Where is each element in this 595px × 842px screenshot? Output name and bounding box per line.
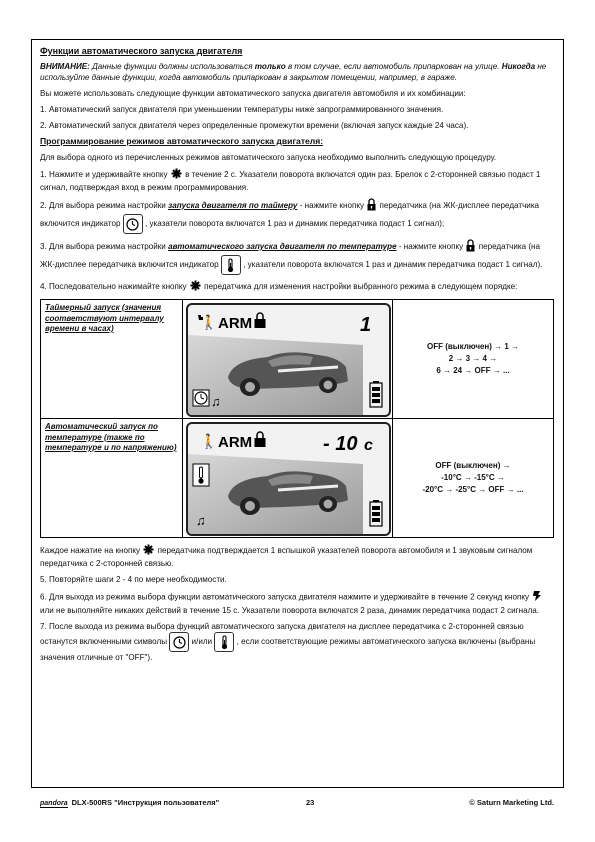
after-table-paragraph: Каждое нажатие на кнопку передатчика подтверждается 1 вспышкой указателей поворота автомобиля и 1 звуковым сигналом передатчика с 2-сторонней связью. xyxy=(40,544,554,569)
lcd-clock-icon xyxy=(193,390,209,406)
thermometer-indicator-icon xyxy=(221,255,241,275)
function-item-2: 2. Автоматический запуск двигателя через определенные промежутки времени (включая запуск каждые 24 часа). xyxy=(40,121,469,130)
lock-button-icon xyxy=(466,239,475,255)
mode-sequence-timer: OFF (выключен) → 1 → 2 → 3 → 4 → 6 → 24 → OFF → ... xyxy=(393,300,554,419)
mode-sequence-temperature: OFF (выключен) → -10°C → -15°C → -20°C → -25°C → OFF → ... xyxy=(393,419,554,538)
thermometer-indicator-icon xyxy=(214,632,234,652)
lcd-screen-temperature xyxy=(183,419,393,538)
lcd-arm-text: ARM xyxy=(218,315,253,332)
music-note-icon: ♫ xyxy=(211,394,221,409)
page-number: 23 xyxy=(306,798,315,807)
asterisk-button-icon xyxy=(143,544,154,558)
table-row xyxy=(41,419,554,538)
key-button-icon xyxy=(532,590,542,605)
step-1: 1. Нажмите и удерживайте кнопку в течение 2 с. Указатели поворота включатся один раз. Брелок с 2-сторонней связью подаст 1 сигнал, подтверждая вход в режим программирования. xyxy=(40,168,554,193)
step-4: 4. Последовательно нажимайте кнопку передатчика для изменения настройки выбранного режима в следующем порядке: xyxy=(40,280,554,294)
warning-label: ВНИМАНИЕ: xyxy=(40,62,90,71)
function-item-1: 1. Автоматический запуск двигателя при уменьшении температуры ниже запрограммированного значения. xyxy=(40,105,444,114)
section-subtitle: Программирование режимов автоматического запуска двигателя: xyxy=(40,136,324,146)
brand-logo: pandora xyxy=(40,800,68,807)
lcd-lock-icon xyxy=(255,432,266,447)
lcd-screen-timer xyxy=(183,300,393,419)
step-6: 6. Для выхода из режима выбора функции автоматического запуска двигателя нажмите и удерживайте в течение 2 секунд кнопку или не выполняйте никаких действий в течение 15 с. Указатели поворота включатся 2 раза, динамик передатчика подаст 2 сигнала. xyxy=(40,590,554,616)
lcd-arm-text: ARM xyxy=(218,434,253,451)
step-5: 5. Повторяйте шаги 2 - 4 по мере необходимости. xyxy=(40,575,227,584)
lcd-celsius-text: c xyxy=(364,437,373,454)
music-note-icon: ♫ xyxy=(196,513,206,528)
step-3: 3. Для выбора режима настройки автоматического запуска двигателя по температуре - нажмите кнопку передатчика (на ЖК-дисплее передатчика включится индикатор , указатели поворота включатся 1 раз и динамик передатчика подаст 1 сигнал). xyxy=(40,239,554,275)
footer-copyright: © Saturn Marketing Ltd. xyxy=(469,798,554,807)
person-icon: 🚶 xyxy=(200,314,218,330)
lcd-digit: - 10 xyxy=(323,433,358,455)
clock-indicator-icon xyxy=(123,214,143,234)
lcd-digit: 1 xyxy=(360,314,372,336)
procedure-intro: Для выбора одного из перечисленных режимов автоматического запуска необходимо выполнить следующую процедуру. xyxy=(40,153,497,162)
warning-paragraph: ВНИМАНИЕ: Данные функции должны использоваться только в том случае, если автомобиль припаркован на улице. Никогда не используйте данные функции, когда автомобиль припаркован в закрытом помещении, например, в гараже. xyxy=(40,62,547,82)
mode-label-temperature: Автоматический запуск по температуре (также по температуре и по напряжению) xyxy=(41,419,183,538)
mode-label-timer: Таймерный запуск (значения соответствуют интервалу времени в часах) xyxy=(41,300,183,419)
intro-paragraph: Вы можете использовать следующие функции автоматического запуска двигателя автомобиля и их комбинации: xyxy=(40,89,466,98)
footer-model: DLX-500RS "Инструкция пользователя" xyxy=(71,798,220,807)
modes-table xyxy=(40,299,554,538)
lcd-lock-icon xyxy=(255,313,266,328)
asterisk-button-icon xyxy=(171,168,182,182)
page-content xyxy=(40,46,554,668)
lcd-thermometer-icon xyxy=(193,464,209,486)
step-7: 7. После выхода из режима выбора функций автоматического запуска двигателя на дисплее передатчика с 2-сторонней связью останутся включенными символы и/или , если соответствующие режимы автоматического запуска включены (выбраны значения отличные от "OFF"). xyxy=(40,622,536,662)
table-row xyxy=(41,300,554,419)
clock-indicator-icon xyxy=(169,632,189,652)
person-icon: 🚶 xyxy=(200,433,218,449)
asterisk-button-icon xyxy=(190,280,201,294)
lock-button-icon xyxy=(367,198,376,214)
step-2: 2. Для выбора режима настройки запуска двигателя по таймеру - нажмите кнопку передатчика (на ЖК-дисплее передатчика включится индикатор , указатели поворота включатся 1 раз и динамик передатчика подаст 1 сигнал); xyxy=(40,198,554,234)
page-title: Функции автоматического запуска двигателя xyxy=(40,46,243,56)
